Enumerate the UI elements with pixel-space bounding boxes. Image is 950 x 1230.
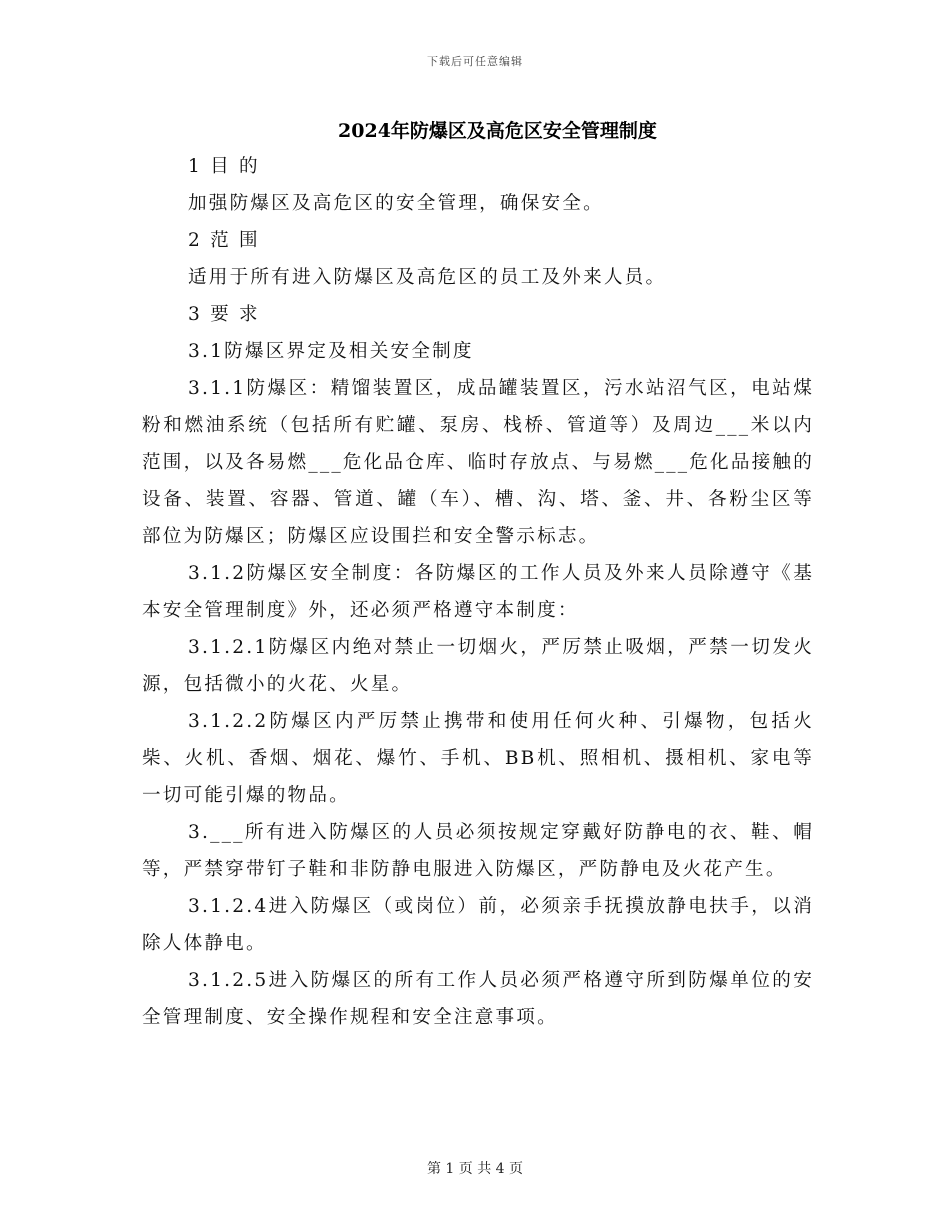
paragraph-3-1-2-3: 3.___所有进入防爆区的人员必须按规定穿戴好防静电的衣、鞋、帽等，严禁穿带钉子鞋和非防静电服进入防爆区，严防静电及火花产生。 [142, 822, 814, 880]
paragraph-purpose: 加强防爆区及高危区的安全管理，确保安全。 [188, 193, 604, 214]
document-body [142, 148, 814, 1036]
paragraph-3-1-2-5: 3.1.2.5进入防爆区的所有工作人员必须严格遵守所到防爆单位的安全管理制度、安全操作规程和安全注意事项。 [142, 970, 814, 1028]
section-heading-scope: 2 范 围 [188, 230, 260, 251]
page-number-footer: 第 1 页 共 4 页 [426, 1161, 524, 1177]
paragraph-3-1-2: 3.1.2防爆区安全制度：各防爆区的工作人员及外来人员除遵守《基本安全管理制度》外，还必须严格遵守本制度： [142, 563, 814, 621]
paragraph-3-1-2-2: 3.1.2.2防爆区内严厉禁止携带和使用任何火种、引爆物，包括火柴、火机、香烟、烟花、爆竹、手机、BB机、照相机、摄相机、家电等一切可能引爆的物品。 [142, 711, 814, 806]
paragraph-3-1-2-4: 3.1.2.4进入防爆区（或岗位）前，必须亲手抚摸放静电扶手，以消除人体静电。 [142, 896, 814, 954]
section-heading-requirements: 3 要 求 [188, 304, 260, 325]
paragraph-scope: 适用于所有进入防爆区及高危区的员工及外来人员。 [188, 267, 667, 288]
subsection-heading-3-1: 3.1防爆区界定及相关安全制度 [188, 341, 474, 362]
paragraph-3-1-2-1: 3.1.2.1防爆区内绝对禁止一切烟火，严厉禁止吸烟，严禁一切发火源，包括微小的火花、火星。 [142, 637, 814, 695]
section-heading-purpose: 1 目 的 [188, 156, 260, 177]
document-title: 2024年防爆区及高危区安全管理制度 [338, 120, 657, 142]
paragraph-3-1-1: 3.1.1防爆区：精馏装置区，成品罐装置区，污水站沼气区，电站煤粉和燃油系统（包括所有贮罐、泵房、栈桥、管道等）及周边___米以内范围，以及各易燃___危化品仓库、临时存放点、与易燃___危化品接触的设备、装置、容器、管道、罐（车）、槽、沟、塔、釜、井、各粉尘区等部位为防爆区；防爆区应设围拦和安全警示标志。 [142, 378, 815, 547]
page-header-note: 下载后可任意编辑 [427, 55, 523, 68]
